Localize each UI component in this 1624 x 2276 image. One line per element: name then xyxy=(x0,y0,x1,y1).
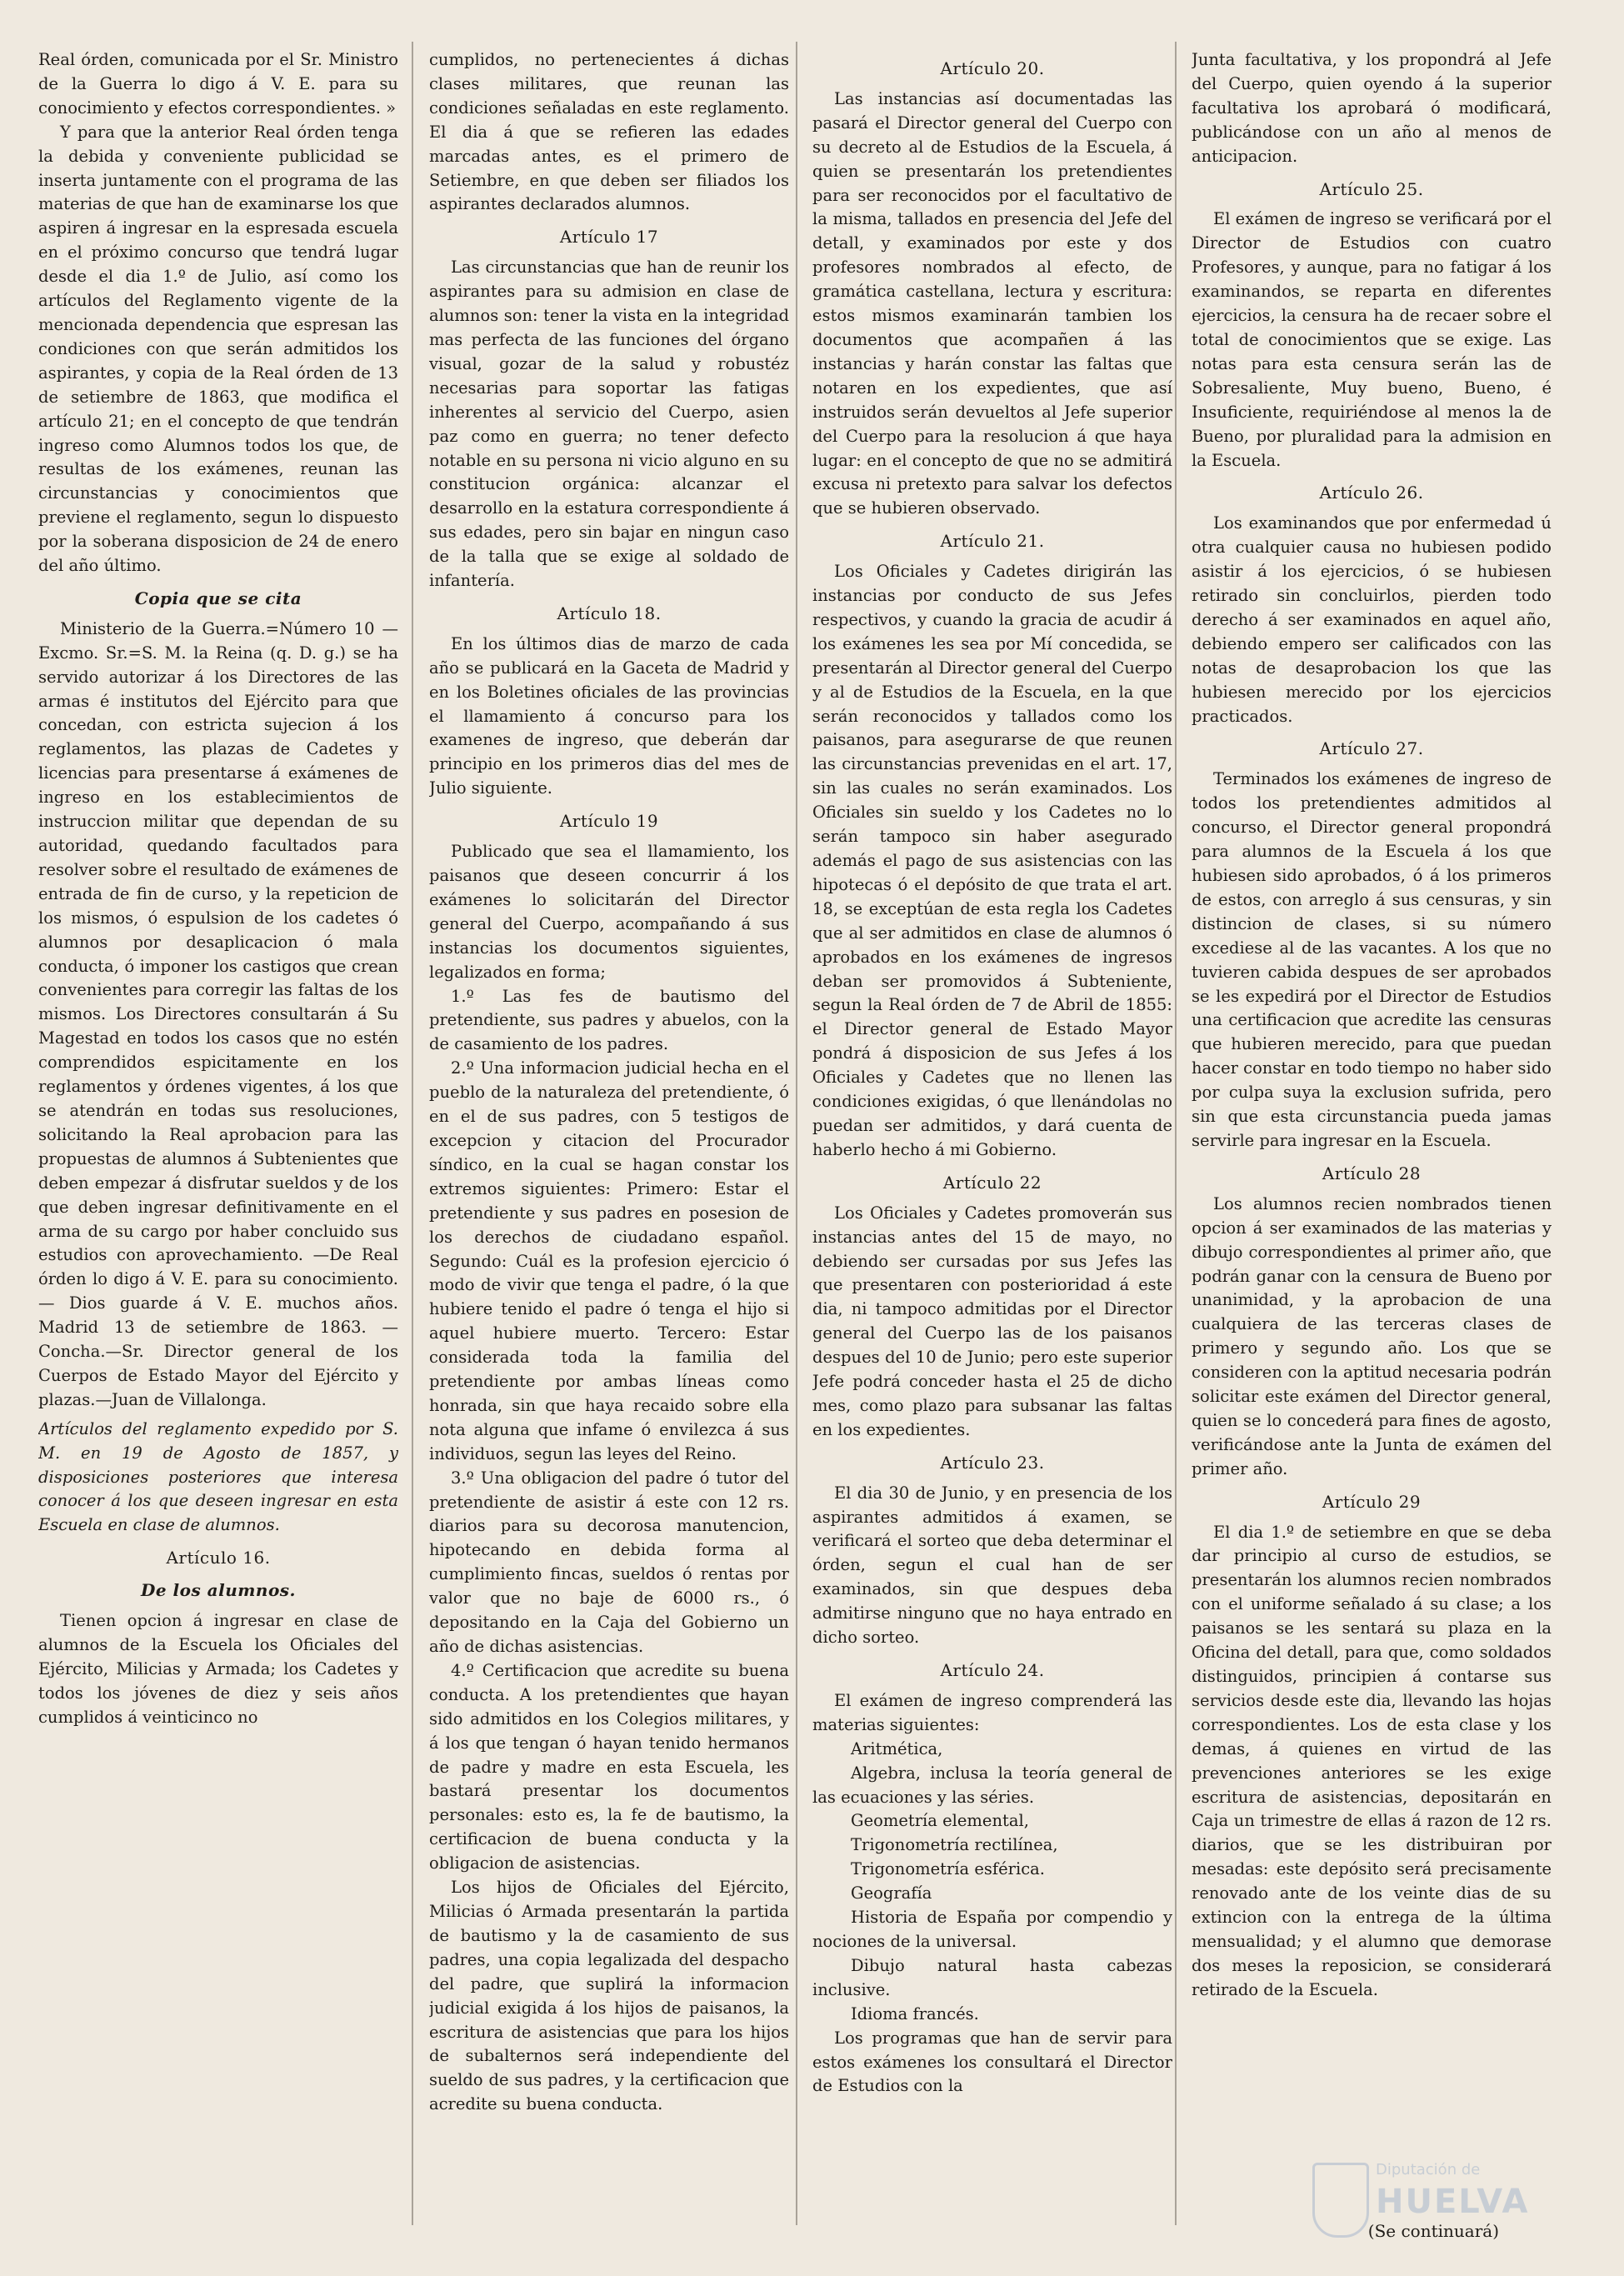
paragraph: Las circunstancias que han de reunir los aspirantes para su admision en clase de alumnos son: tener la vista en la integridad mas perfecta de las funciones del órgano visual, gozar de la salud y robustéz necesarias para soportar las fatigas inherentes al servicio del Cuerpo, asien paz como en guerra; no tener defecto notable en su persona ni vicio alguno en su constitucion orgánica: alcanzar el desarrollo en la estatura correspondiente á sus edades, pero sin bajar en ningun caso de la talla que se exige al soldado de infantería. xyxy=(429,258,789,591)
paragraph: Junta facultativa, y los propondrá al Jefe del Cuerpo, quien oyendo á la superior facultativa los aprobará ó modificará, publicándose con un año al menos de anticipacion. xyxy=(1192,50,1552,166)
paragraph: Las instancias así documentadas las pasará el Director general del Cuerpo con su decreto al de Estudios de la Escuela, á quien se presentarán los pretendientes para ser reconocidos por el facultativo de la misma, tallados en presencia del Jefe del detall, y examinados por este y dos profesores nombrados al efecto, de gramática castellana, lectura y escritura: estos mismos examinarán tambien los documentos que acompañen á las instancias y harán constar las faltas que notaren en los expedientes, que así instruidos serán devueltos al Jefe superior del Cuerpo para la resolucion á que haya lugar: en el concepto de que no se admitirá excusa ni pretexto para salvar los defectos que se hubieren observado. xyxy=(812,88,1172,518)
italic-paragraph: Artículos del reglamento expedido por S. M. en 19 de Agosto de 1857, y disposiciones posteriores que interesa conocer á los que deseen ingresar en esta Escuela en clase de alumnos. xyxy=(38,1418,398,1535)
column-4 xyxy=(1192,48,1552,2248)
list-item: 2.º Una informacion judicial hecha en el pueblo de la naturaleza del pretendiente, ó en el de sus padres, con 5 testigos de excepcion y citacion del Procurador síndico, en la cual se hagan constar los extremos siguientes: Primero: Estar el pretendiente y sus padres en posesion de los derechos de ciudadano español. Segundo: Cuál es la profesion ejercicio ó modo de vivir que tenga el padre, ó la que hubiere tenido el padre ó tenga el hijo si aquel hubiere muerto. Tercero: Estar considerada toda la familia del pretendiente por ambas líneas como honrada, sin que haya recaido sobre ella nota alguna que infame ó envilezca á sus individuos, segun las leyes del Reino. xyxy=(429,1058,789,1463)
column-rule xyxy=(412,42,413,2225)
article-heading: Artículo 21. xyxy=(940,531,1045,552)
article-heading: Artículo 19 xyxy=(559,811,659,832)
article-heading: Artículo 22 xyxy=(942,1172,1042,1193)
paragraph: El dia 1.º de setiembre en que se deba dar principio al curso de estudios, se presentarán los alumnos recien nombrados con el uniforme señalado á su clase; a los paisanos se les sentará su plaza en la Oficina del detall, para que, como soldados distinguidos, principien á contarse sus servicios desde este dia, llevando las hojas correspondientes. Los de esta clase y los demas, á quienes en virtud de las prevenciones anteriores se les exige escritura de asistencias, depositarán en Caja un trimestre de ellas á razon de 12 rs. diarios, que se les distribuiran por mesadas: este depósito será precisamente renovado ante de los veinte dias de su extincion con la entrega de la última mensualidad; y el alumno que demorase dos meses la reposicion, se considerará retirado de la Escuela. xyxy=(1192,1522,1552,1999)
article-heading: Artículo 29 xyxy=(1322,1491,1422,1512)
list-item: Historia de España por compendio y nociones de la universal. xyxy=(812,1908,1172,1951)
article-heading: Artículo 28 xyxy=(1322,1163,1422,1183)
paragraph: En los últimos dias de marzo de cada año se publicará en la Gaceta de Madrid y en los Boletines oficiales de las provincias el llamamiento á concurso para los examenes de ingreso, que deberán dar principio en los primeros dias del mes de Julio siguiente. xyxy=(429,633,789,798)
paragraph: Real órden, comunicada por el Sr. Ministro de la Guerra lo digo á V. E. para su conocimiento y efectos correspondientes. » xyxy=(38,50,398,118)
paragraph: Los hijos de Oficiales del Ejército, Milicias ó Armada presentarán la partida de bautismo y la de casamiento de sus padres, una copia legalizada del despacho del padre, que suplirá la informacion judicial exigida á los hijos de paisanos, la escritura de asistencias que para los hijos de subalternos será independiente del sueldo de sus padres, y la certificacion que acredite su buena conducta. xyxy=(429,1878,789,2114)
article-heading: Artículo 27. xyxy=(1319,738,1424,759)
column-3 xyxy=(812,48,1172,2248)
list-item: Dibujo natural hasta cabezas inclusive. xyxy=(812,1955,1172,1999)
list-item: Algebra, inclusa la teoría general de las ecuaciones y las séries. xyxy=(812,1763,1172,1807)
column-rule xyxy=(796,42,797,2225)
column-2 xyxy=(429,48,789,2248)
list-item: Trigonometría rectilínea, xyxy=(851,1835,1058,1855)
paragraph: Terminados los exámenes de ingreso de todos los pretendientes admitidos al concurso, el Director general propondrá para alumnos de la Escuela á los que hubiesen sido aprobados, ó á los primeros de estos, con arreglo á sus censuras, y sin distincion de clases, si su número excediese al de las vacantes. A los que no tuvieren cabida despues de ser aprobados se les expedirá por el Director de Estudios una certificacion que acredite las censuras que hubieren merecido, para que puedan hacer constar en todo tiempo no haber sido por culpa suya la exclusion sufrida, pero sin que esta circunstancia pueda jamas servirle para ingresar en la Escuela. xyxy=(1192,769,1552,1150)
article-heading: Artículo 23. xyxy=(940,1452,1045,1473)
paragraph: El dia 30 de Junio, y en presencia de los aspirantes admitidos á examen, se verificará el sorteo que deba determinar el órden, segun el cual han de ser examinados, sin que despues deba admitirse ninguno que no haya entrado en dicho sorteo. xyxy=(812,1483,1172,1648)
list-item: 3.º Una obligacion del padre ó tutor del pretendiente de asistir á este con 12 rs. diarios para su decorosa manutencion, hipotecando en debida forma al cumplimiento fincas, sueldos ó rentas por valor que no baje de 6000 rs., ó depositando en la Caja del Gobierno un año de dichas asistencias. xyxy=(429,1468,789,1656)
paragraph: Ministerio de la Guerra.=Número 10 —Excmo. Sr.=S. M. la Reina (q. D. g.) se ha servido autorizar á los Directores de las armas é institutos del Ejército para que concedan, con estricta sujecion á los reglamentos, las plazas de Cadetes y licencias para presentarse á exámenes de ingreso en los establecimientos de instruccion militar que dependan de su autoridad, quedando facultados para resolver sobre el resultado de exámenes de entrada de fin de curso, y la repeticion de los mismos, ó espulsion de los cadetes ó alumnos por desaplicacion ó mala conducta, ó imponer los castigos que crean convenientes para corregir las faltas de los mismos. Los Directores consultarán á Su Magestad en todos los casos que no estén comprendidos espicitamente en los reglamentos y órdenes vigentes, á los que se atendrán en todas sus resoluciones, solicitando la Real aprobacion para las propuestas de alumnos á Subtenientes que deben empezar á disfrutar sueldos y de los que deben ingresar definitivamente en el arma de su cargo por haber concluido sus estudios con aprovechamiento. —De Real órden lo digo á V. E. para su conocimiento.— Dios guarde á V. E. muchos años. Madrid 13 de setiembre de 1863. —Concha.—Sr. Director general de los Cuerpos de Estado Mayor del Ejército y plazas.—Juan de Villalonga. xyxy=(38,618,398,1409)
list-item: Trigonometría esférica. xyxy=(851,1859,1045,1879)
list-item: Idioma francés. xyxy=(851,2003,979,2023)
paragraph: Publicado que sea el llamamiento, los paisanos que deseen concurrir á los exámenes lo solicitarán del Director general del Cuerpo, acompañando á sus instancias los documentos siguientes, legalizados en forma; xyxy=(429,842,789,982)
article-heading: Artículo 17 xyxy=(559,227,659,248)
column-1 xyxy=(38,48,398,2248)
article-heading: Artículo 16. xyxy=(166,1548,271,1568)
article-heading: Artículo 24. xyxy=(940,1660,1045,1680)
continuation-note: (Se continuará) xyxy=(1367,2221,1499,2241)
list-item: 4.º Certificacion que acredite su buena conducta. A los pretendientes que hayan sido admitidos en los Colegios militares, y á los que tengan ó hayan tenido hermanos de padre y madre en esta Escuela, les bastará presentar los documentos personales: esto es, la fe de bautismo, la certificacion de buena conducta y la obligacion de asistencias. xyxy=(429,1660,789,1873)
list-item: Geografía xyxy=(851,1883,932,1903)
paragraph: Los examinandos que por enfermedad ú otra cualquier causa no hubiesen podido asistir á los ejercicios, ó se hubiesen retirado sin concluirlos, pierden todo derecho á ser examinados en aquel año, debiendo empero ser calificados con las notas de desaprobacion los que las hubiesen merecido por los ejercicios practicados. xyxy=(1192,513,1552,726)
article-heading: Artículo 26. xyxy=(1319,483,1424,503)
watermark-title: HUELVA xyxy=(1376,2183,1530,2221)
article-heading: Artículo 18. xyxy=(557,603,662,623)
section-heading: Copia que se cita xyxy=(134,588,302,608)
paragraph: El exámen de ingreso comprenderá las materias siguientes: xyxy=(812,1690,1172,1734)
column-rule xyxy=(1175,42,1177,2225)
article-heading: Artículo 20. xyxy=(940,58,1045,78)
article-heading: Artículo 25. xyxy=(1319,178,1424,199)
list-item: Geometría elemental, xyxy=(851,1811,1029,1831)
paragraph: Los programas que han de servir para estos exámenes los consultará el Director de Estudios con la xyxy=(812,2028,1172,2096)
paragraph: Y para que la anterior Real órden tenga la debida y conveniente publicidad se inserta juntamente con el programa de las materias de que han de examinarse los que aspiren á ingresar en la espresada escuela en el próximo concurso que tendrá lugar desde el dia 1.º de Julio, así como los artículos del Reglamento vigente de la mencionada dependencia que espresan las condiciones con que serán admitidos los aspirantes, y copia de la Real órden de 13 de setiembre de 1863, que modifica el artículo 21; en el concepto de que tendrán ingreso como Alumnos todos los que, de resultas de los exámenes, reunan las circunstancias y conocimientos que previene el reglamento, segun lo dispuesto por la soberana disposicion de 24 de enero del año último. xyxy=(38,122,398,576)
subject-list xyxy=(812,1738,1172,2027)
paragraph: Los Oficiales y Cadetes dirigirán las instancias por conducto de sus Jefes respectivos, y cuando la gracia de acudir á los exámenes les sea por Mí concedida, se presentarán al Director general del Cuerpo y al de Estudios de la Escuela, en la que serán reconocidos y tallados como los paisanos, para asegurarse de que reunen las circunstancias prevenidas en el art. 17, sin las cuales no serán examinados. Los Oficiales sin sueldo y los Cadetes no lo serán tampoco sin haber asegurado además el pago de sus asistencias con las hipotecas ó el depósito de que trata el art. 18, se exceptúan de esta regla los Cadetes que al ser admitidos en clase de alumnos ó aprobados en los exámenes de ingresos deban ser promovidos á Subteniente, segun la Real órden de 7 de Abril de 1855: el Director general de Estado Mayor pondrá á disposicion de sus Jefes á los Oficiales y Cadetes que no llenen las condiciones exigidas, ó que llenándolas no puedan ser admitidos, y dará cuenta de haberlo hecho á mi Gobierno. xyxy=(812,562,1172,1159)
paragraph: Los Oficiales y Cadetes promoverán sus instancias antes del 15 de mayo, no debiendo ser cursadas por sus Jefes las que presentaren con posterioridad á este dia, ni tampoco admitidas por el Director general del Cuerpo las de los paisanos despues del 10 de Junio; pero este superior Jefe podrá conceder hasta el 25 de dicho mes, como plazo para subsanar las faltas en los expedientes. xyxy=(812,1203,1172,1439)
list-item: Aritmética, xyxy=(851,1738,943,1758)
paragraph: El exámen de ingreso se verificará por el Director de Estudios con cuatro Profesores, y aunque, para no fatigar á los examinandos, se reparta en diferentes ejercicios, la censura ha de recaer sobre el total de conocimientos que se exige. Las notas para esta censura serán las de Sobresaliente, Muy bueno, Bueno, é Insuficiente, requiriéndose al menos la de Bueno, por pluralidad para la admision en la Escuela. xyxy=(1192,209,1552,470)
list-item: 1.º Las fes de bautismo del pretendiente, sus padres y abuelos, con la de casamiento de los padres. xyxy=(429,986,789,1054)
seal-icon xyxy=(1312,2163,1369,2238)
section-heading: De los alumnos. xyxy=(140,1580,297,1601)
paragraph: Tienen opcion á ingresar en clase de alumnos de la Escuela los Oficiales del Ejército, Milicias y Armada; los Cadetes y todos los jóvenes de diez y seis años cumplidos á veinticinco no xyxy=(38,1611,398,1727)
watermark-top: Diputación de xyxy=(1376,2161,1481,2178)
paragraph: Los alumnos recien nombrados tienen opcion á ser examinados de las materias y dibujo correspondientes al primer año, que podrán ganar con la censura de Bueno por unanimidad, y la aprobacion de una cualquiera de las terceras clases de primero y segundo año. Los que se consideren con la aptitud necesaria podrán solicitar este exámen del Director general, quien se lo concederá para fines de agosto, verificándose ante la Junta de exámen del primer año. xyxy=(1192,1193,1552,1478)
paragraph: cumplidos, no pertenecientes á dichas clases militares, que reunan las condiciones señaladas en este reglamento. El dia á que se refieren las edades marcadas antes, es el primero de Setiembre, en que deben ser filiados los aspirantes declarados alumnos. xyxy=(429,50,789,214)
